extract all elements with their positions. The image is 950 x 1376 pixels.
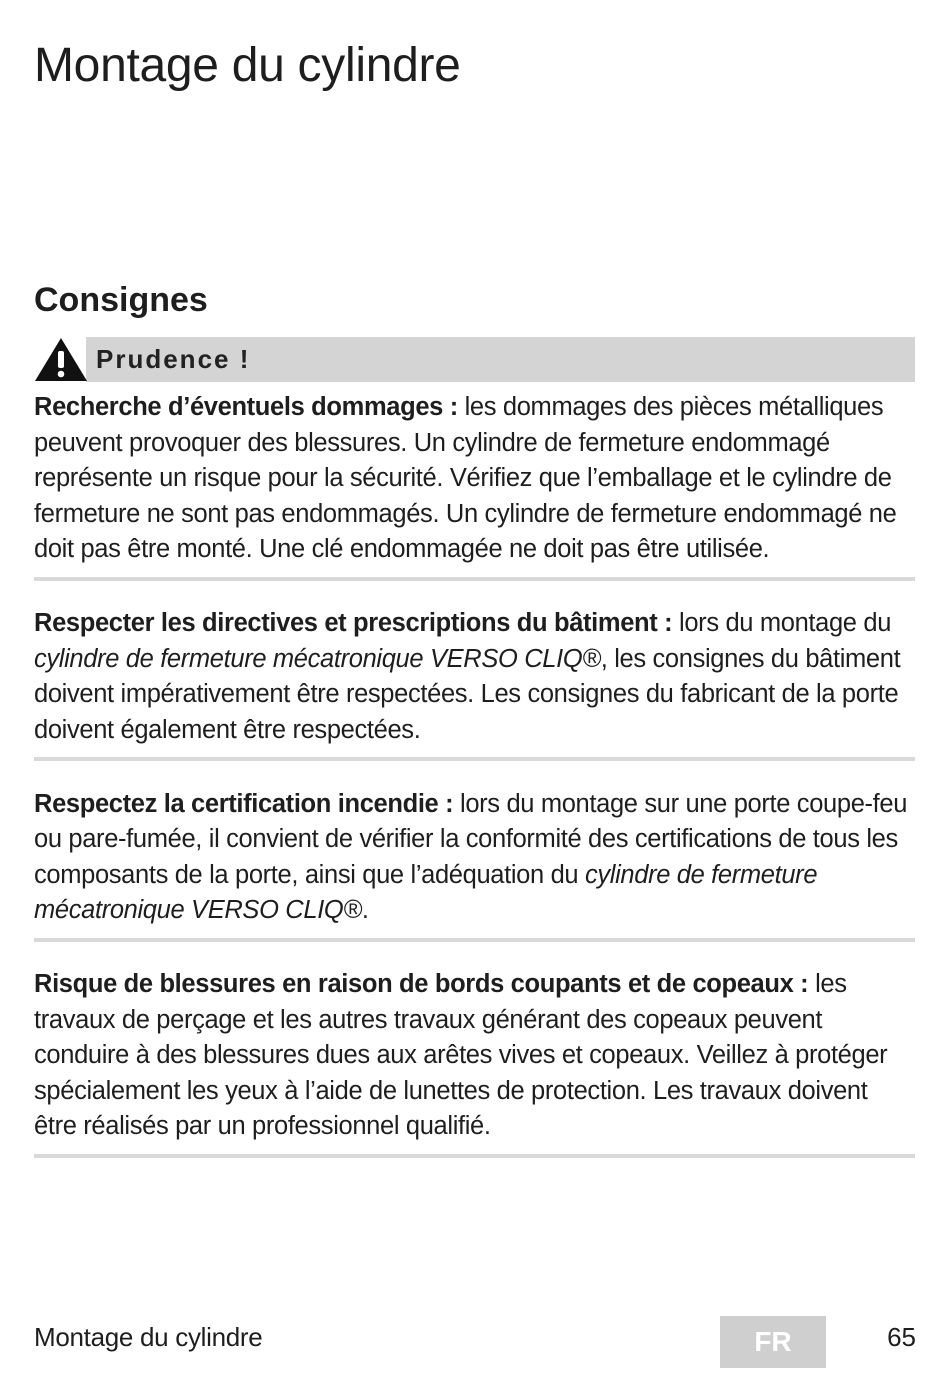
footer-section-label: Montage du cylindre <box>34 1322 263 1352</box>
notice-heading: Respectez la certification incendie : <box>34 789 454 818</box>
notice-list <box>34 390 915 1169</box>
notice-text: lors du montage du <box>672 609 892 637</box>
notice-damage-check <box>34 390 915 581</box>
product-name: cylindre de fermeture mécatronique VERSO CLIQ® <box>34 644 601 673</box>
notice-heading: Respecter les directives et prescriptions du bâtiment : <box>34 609 673 637</box>
caution-header <box>34 336 915 382</box>
notice-heading: Recherche d’éventuels dommages : <box>34 393 458 421</box>
notice-building-regulations <box>34 606 915 761</box>
page-number: 65 <box>887 1322 916 1352</box>
caution-label: Prudence ! <box>96 344 251 374</box>
page-title: Montage du cylindre <box>34 39 461 92</box>
notice-sharp-edges <box>34 967 915 1158</box>
language-badge: FR <box>720 1316 826 1368</box>
notice-text: , les consignes du bâtiment doivent impérativement être respectées. Les consignes du fabricant de la porte doivent également être respectées. <box>34 644 901 744</box>
notice-heading: Risque de blessures en raison de bords coupants et de copeaux : <box>34 970 809 998</box>
product-name: cylindre de fermeture mécatronique VERSO CLIQ® <box>34 860 818 924</box>
notice-text: les travaux de perçage et les autres travaux générant des copeaux peuvent conduire à des blessures dues aux arêtes vives et copeaux. Veillez à protéger spécialement les yeux à l’aide de lunettes de protection. Les travaux doivent être réalisés par un professionnel qualifié. <box>34 970 888 1140</box>
section-title: Consignes <box>34 281 208 319</box>
warning-triangle-icon <box>34 336 88 382</box>
notice-text: . <box>361 896 369 924</box>
notice-fire-certification <box>34 787 915 942</box>
notice-text: les dommages des pièces métalliques peuvent provoquer des blessures. Un cylindre de fermeture endommagé représente un risque pour la sécurité. Vérifiez que l’emballage et le cylindre de fermeture ne sont pas endommagés. Un cylindre de fermeture endommagé ne doit pas être monté. Une clé endommagée ne doit pas être utilisée. <box>34 393 897 563</box>
notice-text: lors du montage sur une porte coupe-feu ou pare-fumée, il convient de vérifier la conformité des certifications de tous les composants de la porte, ainsi que l’adéquation du <box>34 789 908 889</box>
